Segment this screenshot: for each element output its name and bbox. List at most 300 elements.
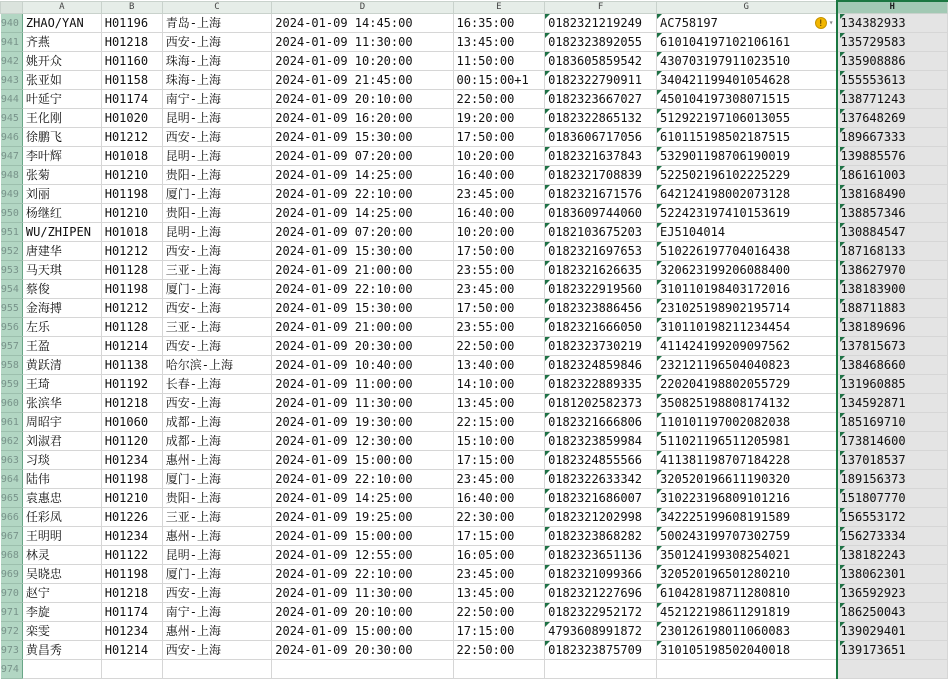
row-header[interactable]: 961 (1, 413, 23, 432)
cell-name[interactable] (22, 337, 101, 356)
cell-flight[interactable] (101, 185, 162, 204)
row-header[interactable]: 953 (1, 261, 23, 280)
cell-name[interactable] (22, 33, 101, 52)
cell-idnum[interactable] (657, 109, 837, 128)
cell-arrive[interactable] (453, 375, 545, 394)
cell-phone[interactable] (837, 14, 948, 33)
cell-route[interactable] (162, 90, 272, 109)
cell-phone[interactable] (837, 489, 948, 508)
row-header[interactable]: 952 (1, 242, 23, 261)
cell-depart[interactable] (272, 280, 453, 299)
cell-idnum[interactable] (657, 299, 837, 318)
cell-phone[interactable] (837, 660, 948, 679)
cell-idnum[interactable] (657, 546, 837, 565)
cell-flight[interactable] (101, 546, 162, 565)
cell-flight[interactable] (101, 660, 162, 679)
cell-depart[interactable] (272, 242, 453, 261)
cell-route[interactable] (162, 565, 272, 584)
cell-phone[interactable] (837, 584, 948, 603)
cell-route[interactable] (162, 603, 272, 622)
cell-ticket[interactable] (545, 660, 657, 679)
cell-flight[interactable] (101, 508, 162, 527)
cell-idnum[interactable] (657, 432, 837, 451)
cell-depart[interactable] (272, 432, 453, 451)
cell-arrive[interactable] (453, 280, 545, 299)
cell-depart[interactable] (272, 299, 453, 318)
row-header[interactable]: 960 (1, 394, 23, 413)
cell-idnum[interactable] (657, 166, 837, 185)
cell-name[interactable] (22, 299, 101, 318)
cell-phone[interactable] (837, 546, 948, 565)
row-header[interactable]: 949 (1, 185, 23, 204)
cell-depart[interactable] (272, 128, 453, 147)
cell-arrive[interactable] (453, 337, 545, 356)
row-header[interactable]: 950 (1, 204, 23, 223)
cell-phone[interactable] (837, 413, 948, 432)
column-header-A[interactable]: A (22, 1, 101, 14)
cell-route[interactable] (162, 394, 272, 413)
cell-depart[interactable] (272, 14, 453, 33)
row-header[interactable]: 973 (1, 641, 23, 660)
row-header[interactable]: 968 (1, 546, 23, 565)
cell-phone[interactable] (837, 432, 948, 451)
cell-name[interactable] (22, 413, 101, 432)
cell-phone[interactable] (837, 299, 948, 318)
row-header[interactable]: 963 (1, 451, 23, 470)
cell-name[interactable] (22, 565, 101, 584)
cell-name[interactable] (22, 641, 101, 660)
cell-name[interactable] (22, 223, 101, 242)
cell-depart[interactable] (272, 546, 453, 565)
cell-ticket[interactable] (545, 432, 657, 451)
cell-depart[interactable] (272, 33, 453, 52)
cell-ticket[interactable] (545, 413, 657, 432)
cell-route[interactable] (162, 356, 272, 375)
cell-depart[interactable] (272, 223, 453, 242)
row-header[interactable]: 942 (1, 52, 23, 71)
row-header[interactable]: 947 (1, 147, 23, 166)
cell-name[interactable] (22, 375, 101, 394)
cell-route[interactable] (162, 318, 272, 337)
cell-route[interactable] (162, 204, 272, 223)
cell-name[interactable] (22, 622, 101, 641)
row-header[interactable]: 956 (1, 318, 23, 337)
cell-idnum[interactable] (657, 52, 837, 71)
cell-flight[interactable] (101, 52, 162, 71)
cell-idnum[interactable] (657, 660, 837, 679)
cell-ticket[interactable] (545, 147, 657, 166)
cell-idnum[interactable] (657, 90, 837, 109)
cell-idnum[interactable] (657, 527, 837, 546)
row-header[interactable]: 966 (1, 508, 23, 527)
cell-depart[interactable] (272, 527, 453, 546)
row-header[interactable]: 959 (1, 375, 23, 394)
cell-phone[interactable] (837, 318, 948, 337)
cell-name[interactable] (22, 508, 101, 527)
column-header-C[interactable]: C (162, 1, 272, 14)
cell-flight[interactable] (101, 489, 162, 508)
cell-name[interactable] (22, 603, 101, 622)
column-header-E[interactable]: E (453, 1, 545, 14)
cell-ticket[interactable] (545, 242, 657, 261)
cell-name[interactable] (22, 204, 101, 223)
cell-arrive[interactable] (453, 318, 545, 337)
cell-ticket[interactable] (545, 166, 657, 185)
cell-flight[interactable] (101, 280, 162, 299)
cell-name[interactable] (22, 128, 101, 147)
row-header[interactable]: 970 (1, 584, 23, 603)
row-header[interactable]: 974 (1, 660, 23, 679)
cell-phone[interactable] (837, 166, 948, 185)
cell-flight[interactable] (101, 223, 162, 242)
cell-ticket[interactable] (545, 71, 657, 90)
cell-flight[interactable] (101, 356, 162, 375)
row-header[interactable]: 971 (1, 603, 23, 622)
cell-route[interactable] (162, 432, 272, 451)
cell-arrive[interactable] (453, 128, 545, 147)
row-header[interactable]: 945 (1, 109, 23, 128)
cell-route[interactable] (162, 527, 272, 546)
row-header[interactable]: 941 (1, 33, 23, 52)
cell-idnum[interactable] (657, 603, 837, 622)
cell-route[interactable] (162, 489, 272, 508)
cell-phone[interactable] (837, 33, 948, 52)
cell-route[interactable] (162, 641, 272, 660)
cell-route[interactable] (162, 413, 272, 432)
cell-arrive[interactable] (453, 223, 545, 242)
cell-ticket[interactable] (545, 299, 657, 318)
cell-ticket[interactable] (545, 261, 657, 280)
cell-ticket[interactable] (545, 470, 657, 489)
row-header[interactable]: 954 (1, 280, 23, 299)
cell-name[interactable] (22, 261, 101, 280)
cell-phone[interactable] (837, 603, 948, 622)
cell-depart[interactable] (272, 451, 453, 470)
cell-name[interactable] (22, 280, 101, 299)
cell-idnum[interactable] (657, 622, 837, 641)
cell-ticket[interactable] (545, 451, 657, 470)
cell-arrive[interactable] (453, 660, 545, 679)
cell-idnum[interactable] (657, 261, 837, 280)
cell-route[interactable] (162, 622, 272, 641)
cell-route[interactable] (162, 33, 272, 52)
cell-idnum[interactable] (657, 394, 837, 413)
column-header-B[interactable]: B (101, 1, 162, 14)
cell-depart[interactable] (272, 565, 453, 584)
cell-flight[interactable] (101, 527, 162, 546)
cell-flight[interactable] (101, 204, 162, 223)
cell-idnum[interactable] (657, 204, 837, 223)
cell-phone[interactable] (837, 356, 948, 375)
cell-depart[interactable] (272, 413, 453, 432)
cell-arrive[interactable] (453, 622, 545, 641)
cell-idnum[interactable] (657, 413, 837, 432)
cell-name[interactable] (22, 166, 101, 185)
error-checking-button[interactable] (815, 17, 834, 29)
row-header[interactable]: 951 (1, 223, 23, 242)
cell-name[interactable] (22, 109, 101, 128)
cell-route[interactable] (162, 660, 272, 679)
cell-arrive[interactable] (453, 109, 545, 128)
cell-depart[interactable] (272, 204, 453, 223)
cell-arrive[interactable] (453, 546, 545, 565)
cell-ticket[interactable] (545, 527, 657, 546)
cell-depart[interactable] (272, 337, 453, 356)
cell-name[interactable] (22, 451, 101, 470)
cell-arrive[interactable] (453, 470, 545, 489)
cell-flight[interactable] (101, 375, 162, 394)
cell-idnum[interactable] (657, 584, 837, 603)
cell-flight[interactable] (101, 299, 162, 318)
cell-arrive[interactable] (453, 33, 545, 52)
cell-depart[interactable] (272, 622, 453, 641)
cell-idnum[interactable] (657, 242, 837, 261)
row-header[interactable]: 964 (1, 470, 23, 489)
cell-idnum[interactable] (657, 185, 837, 204)
cell-flight[interactable] (101, 147, 162, 166)
cell-ticket[interactable] (545, 356, 657, 375)
cell-route[interactable] (162, 299, 272, 318)
cell-depart[interactable] (272, 641, 453, 660)
column-header-H[interactable]: H (837, 1, 948, 14)
column-header-G[interactable]: G (657, 1, 837, 14)
cell-arrive[interactable] (453, 451, 545, 470)
cell-ticket[interactable] (545, 489, 657, 508)
row-header[interactable]: 962 (1, 432, 23, 451)
cell-ticket[interactable] (545, 394, 657, 413)
cell-name[interactable] (22, 394, 101, 413)
cell-idnum[interactable] (657, 71, 837, 90)
cell-flight[interactable] (101, 90, 162, 109)
cell-arrive[interactable] (453, 356, 545, 375)
select-all-corner[interactable] (1, 1, 23, 14)
cell-ticket[interactable] (545, 318, 657, 337)
cell-ticket[interactable] (545, 375, 657, 394)
cell-phone[interactable] (837, 337, 948, 356)
cell-name[interactable] (22, 527, 101, 546)
cell-flight[interactable] (101, 109, 162, 128)
cell-route[interactable] (162, 546, 272, 565)
cell-flight[interactable] (101, 470, 162, 489)
cell-idnum[interactable] (657, 451, 837, 470)
cell-phone[interactable] (837, 109, 948, 128)
cell-name[interactable] (22, 90, 101, 109)
cell-ticket[interactable] (545, 52, 657, 71)
cell-route[interactable] (162, 166, 272, 185)
cell-route[interactable] (162, 508, 272, 527)
row-header[interactable]: 955 (1, 299, 23, 318)
cell-phone[interactable] (837, 71, 948, 90)
cell-phone[interactable] (837, 52, 948, 71)
cell-name[interactable] (22, 147, 101, 166)
cell-flight[interactable] (101, 337, 162, 356)
cell-name[interactable] (22, 14, 101, 33)
cell-depart[interactable] (272, 90, 453, 109)
cell-arrive[interactable] (453, 508, 545, 527)
cell-arrive[interactable] (453, 489, 545, 508)
cell-arrive[interactable] (453, 299, 545, 318)
cell-route[interactable] (162, 14, 272, 33)
cell-depart[interactable] (272, 394, 453, 413)
cell-arrive[interactable] (453, 432, 545, 451)
cell-name[interactable] (22, 242, 101, 261)
row-header[interactable]: 944 (1, 90, 23, 109)
cell-arrive[interactable] (453, 185, 545, 204)
cell-name[interactable] (22, 546, 101, 565)
cell-flight[interactable] (101, 242, 162, 261)
cell-route[interactable] (162, 71, 272, 90)
cell-idnum[interactable] (657, 318, 837, 337)
row-header[interactable]: 946 (1, 128, 23, 147)
cell-idnum[interactable] (657, 223, 837, 242)
cell-phone[interactable] (837, 565, 948, 584)
cell-arrive[interactable] (453, 584, 545, 603)
cell-ticket[interactable] (545, 128, 657, 147)
cell-arrive[interactable] (453, 90, 545, 109)
cell-idnum[interactable] (657, 337, 837, 356)
cell-route[interactable] (162, 280, 272, 299)
cell-phone[interactable] (837, 451, 948, 470)
cell-ticket[interactable] (545, 641, 657, 660)
cell-depart[interactable] (272, 185, 453, 204)
cell-name[interactable] (22, 71, 101, 90)
cell-arrive[interactable] (453, 413, 545, 432)
cell-arrive[interactable] (453, 394, 545, 413)
cell-arrive[interactable] (453, 71, 545, 90)
cell-phone[interactable] (837, 622, 948, 641)
cell-name[interactable] (22, 52, 101, 71)
row-header[interactable]: 948 (1, 166, 23, 185)
row-header[interactable]: 943 (1, 71, 23, 90)
cell-phone[interactable] (837, 128, 948, 147)
cell-idnum[interactable] (657, 147, 837, 166)
cell-phone[interactable] (837, 470, 948, 489)
cell-depart[interactable] (272, 584, 453, 603)
cell-phone[interactable] (837, 508, 948, 527)
cell-route[interactable] (162, 451, 272, 470)
cell-route[interactable] (162, 52, 272, 71)
cell-flight[interactable] (101, 128, 162, 147)
cell-name[interactable] (22, 432, 101, 451)
cell-ticket[interactable] (545, 109, 657, 128)
cell-flight[interactable] (101, 14, 162, 33)
cell-flight[interactable] (101, 413, 162, 432)
cell-idnum[interactable] (657, 280, 837, 299)
cell-depart[interactable] (272, 166, 453, 185)
cell-idnum[interactable] (657, 508, 837, 527)
row-header[interactable]: 969 (1, 565, 23, 584)
cell-ticket[interactable] (545, 90, 657, 109)
cell-flight[interactable] (101, 71, 162, 90)
cell-depart[interactable] (272, 508, 453, 527)
cell-idnum[interactable] (657, 128, 837, 147)
row-header[interactable]: 967 (1, 527, 23, 546)
cell-phone[interactable] (837, 527, 948, 546)
cell-arrive[interactable] (453, 147, 545, 166)
cell-arrive[interactable] (453, 166, 545, 185)
cell-idnum[interactable] (657, 489, 837, 508)
cell-depart[interactable] (272, 147, 453, 166)
row-header[interactable]: 957 (1, 337, 23, 356)
cell-flight[interactable] (101, 166, 162, 185)
cell-idnum[interactable] (657, 641, 837, 660)
cell-phone[interactable] (837, 280, 948, 299)
cell-ticket[interactable] (545, 508, 657, 527)
column-header-F[interactable]: F (545, 1, 657, 14)
cell-ticket[interactable] (545, 33, 657, 52)
cell-idnum[interactable] (657, 470, 837, 489)
cell-flight[interactable] (101, 33, 162, 52)
cell-route[interactable] (162, 337, 272, 356)
cell-flight[interactable] (101, 622, 162, 641)
cell-depart[interactable] (272, 261, 453, 280)
cell-phone[interactable] (837, 204, 948, 223)
cell-name[interactable] (22, 470, 101, 489)
cell-route[interactable] (162, 185, 272, 204)
cell-route[interactable] (162, 375, 272, 394)
cell-flight[interactable] (101, 584, 162, 603)
cell-depart[interactable] (272, 356, 453, 375)
cell-idnum[interactable] (657, 356, 837, 375)
cell-depart[interactable] (272, 603, 453, 622)
cell-depart[interactable] (272, 489, 453, 508)
cell-idnum[interactable] (657, 375, 837, 394)
cell-ticket[interactable] (545, 584, 657, 603)
row-header[interactable]: 958 (1, 356, 23, 375)
cell-phone[interactable] (837, 185, 948, 204)
cell-ticket[interactable] (545, 603, 657, 622)
cell-route[interactable] (162, 584, 272, 603)
row-header[interactable]: 972 (1, 622, 23, 641)
cell-name[interactable] (22, 356, 101, 375)
cell-route[interactable] (162, 261, 272, 280)
cell-name[interactable] (22, 318, 101, 337)
cell-phone[interactable] (837, 375, 948, 394)
column-header-D[interactable]: D (272, 1, 453, 14)
cell-depart[interactable] (272, 71, 453, 90)
cell-flight[interactable] (101, 641, 162, 660)
cell-route[interactable] (162, 242, 272, 261)
cell-ticket[interactable] (545, 185, 657, 204)
cell-depart[interactable] (272, 318, 453, 337)
cell-route[interactable] (162, 109, 272, 128)
cell-depart[interactable] (272, 660, 453, 679)
cell-arrive[interactable] (453, 261, 545, 280)
cell-flight[interactable] (101, 432, 162, 451)
cell-flight[interactable] (101, 451, 162, 470)
cell-arrive[interactable] (453, 14, 545, 33)
cell-depart[interactable] (272, 52, 453, 71)
cell-arrive[interactable] (453, 242, 545, 261)
cell-arrive[interactable] (453, 641, 545, 660)
cell-depart[interactable] (272, 375, 453, 394)
cell-phone[interactable] (837, 261, 948, 280)
cell-phone[interactable] (837, 242, 948, 261)
cell-name[interactable] (22, 489, 101, 508)
cell-arrive[interactable] (453, 204, 545, 223)
cell-phone[interactable] (837, 641, 948, 660)
cell-arrive[interactable] (453, 527, 545, 546)
row-header[interactable]: 940 (1, 14, 23, 33)
cell-idnum[interactable] (657, 33, 837, 52)
cell-ticket[interactable] (545, 223, 657, 242)
cell-flight[interactable] (101, 394, 162, 413)
cell-route[interactable] (162, 223, 272, 242)
cell-phone[interactable] (837, 394, 948, 413)
cell-idnum[interactable] (657, 565, 837, 584)
cell-name[interactable] (22, 185, 101, 204)
cell-name[interactable] (22, 584, 101, 603)
